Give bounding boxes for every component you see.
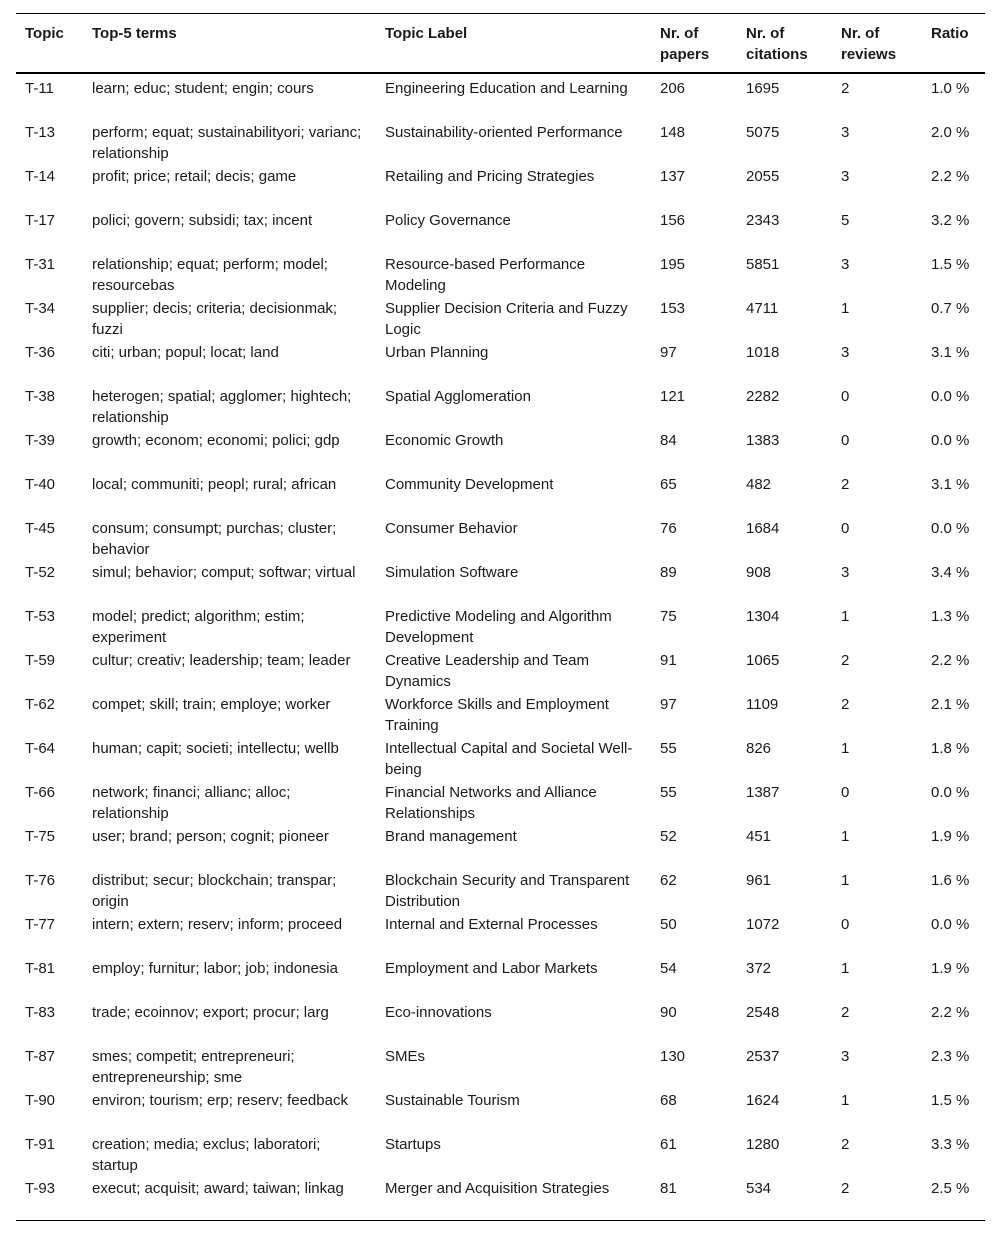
reviews-cell: 3 bbox=[841, 256, 850, 273]
papers-cell: 97 bbox=[660, 344, 677, 361]
topic-label-cell: Resource-based Performance Modeling bbox=[385, 256, 586, 294]
ratio-cell: 2.2 % bbox=[931, 168, 970, 185]
table-row bbox=[16, 1044, 985, 1088]
papers-cell: 55 bbox=[660, 740, 677, 757]
topic-cell: T-66 bbox=[25, 784, 56, 801]
topic-cell: T-91 bbox=[25, 1136, 56, 1153]
reviews-cell: 1 bbox=[841, 960, 850, 977]
papers-cell: 55 bbox=[660, 784, 677, 801]
table-row bbox=[16, 560, 985, 604]
terms-cell: human; capit; societi; intellectu; wellb bbox=[92, 740, 339, 757]
topic-label-cell: Consumer Behavior bbox=[385, 520, 518, 537]
terms-cell: polici; govern; subsidi; tax; incent bbox=[92, 212, 313, 229]
reviews-cell: 2 bbox=[841, 1136, 850, 1153]
ratio-cell: 0.0 % bbox=[931, 520, 970, 537]
reviews-cell: 1 bbox=[841, 300, 850, 317]
topic-label-cell: Economic Growth bbox=[385, 432, 504, 449]
topic-cell: T-13 bbox=[25, 124, 56, 141]
reviews-cell: 0 bbox=[841, 520, 850, 537]
table-row bbox=[16, 1132, 985, 1176]
citations-cell: 1624 bbox=[746, 1092, 780, 1109]
citations-cell: 961 bbox=[746, 872, 772, 889]
reviews-cell: 0 bbox=[841, 784, 850, 801]
terms-cell: citi; urban; popul; locat; land bbox=[92, 344, 279, 361]
topic-label-cell: Sustainable Tourism bbox=[385, 1092, 520, 1109]
ratio-cell: 3.2 % bbox=[931, 212, 970, 229]
topic-label-cell: Merger and Acquisition Strategies bbox=[385, 1180, 610, 1197]
topic-cell: T-52 bbox=[25, 564, 56, 581]
table-row bbox=[16, 868, 985, 912]
papers-cell: 50 bbox=[660, 916, 677, 933]
table-row bbox=[16, 252, 985, 296]
ratio-cell: 2.0 % bbox=[931, 124, 970, 141]
reviews-cell: 3 bbox=[841, 124, 850, 141]
citations-cell: 5851 bbox=[746, 256, 780, 273]
ratio-cell: 0.0 % bbox=[931, 784, 970, 801]
table-row bbox=[16, 604, 985, 648]
topic-cell: T-11 bbox=[25, 80, 54, 97]
ratio-cell: 0.0 % bbox=[931, 432, 970, 449]
table-row bbox=[16, 1000, 985, 1044]
reviews-cell: 3 bbox=[841, 344, 850, 361]
topic-label-cell: Employment and Labor Markets bbox=[385, 960, 598, 977]
terms-cell: trade; ecoinnov; export; procur; larg bbox=[92, 1004, 329, 1021]
topics-table-container bbox=[16, 13, 985, 1221]
citations-cell: 2282 bbox=[746, 388, 780, 405]
papers-cell: 89 bbox=[660, 564, 677, 581]
citations-cell: 826 bbox=[746, 740, 772, 757]
terms-cell: distribut; secur; blockchain; transpar; origin bbox=[92, 872, 337, 910]
table-header bbox=[16, 14, 985, 74]
table-row bbox=[16, 73, 985, 120]
terms-cell: learn; educ; student; engin; cours bbox=[92, 80, 314, 97]
topic-label-cell: Simulation Software bbox=[385, 564, 519, 581]
topics-table bbox=[16, 13, 985, 1221]
reviews-cell: 1 bbox=[841, 872, 850, 889]
citations-cell: 2055 bbox=[746, 168, 780, 185]
papers-cell: 84 bbox=[660, 432, 677, 449]
ratio-cell: 1.9 % bbox=[931, 828, 970, 845]
ratio-cell: 2.3 % bbox=[931, 1048, 970, 1065]
ratio-cell: 2.5 % bbox=[931, 1180, 970, 1197]
topic-label-cell: Urban Planning bbox=[385, 344, 489, 361]
topic-cell: T-31 bbox=[25, 256, 56, 273]
table-row bbox=[16, 824, 985, 868]
citations-cell: 1018 bbox=[746, 344, 780, 361]
table-row bbox=[16, 736, 985, 780]
header-nr-of-papers: Nr. of papers bbox=[660, 25, 710, 63]
terms-cell: smes; competit; entrepreneuri; entrepreneurship; sme bbox=[92, 1048, 295, 1086]
ratio-cell: 0.0 % bbox=[931, 916, 970, 933]
ratio-cell: 1.8 % bbox=[931, 740, 970, 757]
ratio-cell: 2.2 % bbox=[931, 652, 970, 669]
terms-cell: network; financi; allianc; alloc; relationship bbox=[92, 784, 291, 822]
topic-label-cell: Policy Governance bbox=[385, 212, 511, 229]
topic-cell: T-45 bbox=[25, 520, 56, 537]
papers-cell: 156 bbox=[660, 212, 686, 229]
citations-cell: 2343 bbox=[746, 212, 780, 229]
papers-cell: 81 bbox=[660, 1180, 677, 1197]
topic-cell: T-39 bbox=[25, 432, 56, 449]
citations-cell: 1684 bbox=[746, 520, 780, 537]
terms-cell: simul; behavior; comput; softwar; virtual bbox=[92, 564, 356, 581]
papers-cell: 91 bbox=[660, 652, 677, 669]
topic-cell: T-40 bbox=[25, 476, 56, 493]
citations-cell: 1109 bbox=[746, 696, 779, 713]
papers-cell: 65 bbox=[660, 476, 677, 493]
ratio-cell: 1.6 % bbox=[931, 872, 970, 889]
citations-cell: 908 bbox=[746, 564, 772, 581]
topic-label-cell: Blockchain Security and Transparent Distribution bbox=[385, 872, 630, 910]
reviews-cell: 3 bbox=[841, 168, 850, 185]
topic-label-cell: Sustainability-oriented Performance bbox=[385, 124, 623, 141]
terms-cell: compet; skill; train; employe; worker bbox=[92, 696, 331, 713]
terms-cell: creation; media; exclus; laboratori; startup bbox=[92, 1136, 321, 1174]
header-nr-of-reviews: Nr. of reviews bbox=[841, 25, 897, 63]
ratio-cell: 1.3 % bbox=[931, 608, 970, 625]
topic-label-cell: Predictive Modeling and Algorithm Development bbox=[385, 608, 612, 646]
reviews-cell: 0 bbox=[841, 388, 850, 405]
topic-label-cell: Workforce Skills and Employment Training bbox=[385, 696, 609, 734]
topic-label-cell: Creative Leadership and Team Dynamics bbox=[385, 652, 590, 690]
reviews-cell: 2 bbox=[841, 652, 850, 669]
ratio-cell: 2.1 % bbox=[931, 696, 970, 713]
table-row bbox=[16, 472, 985, 516]
table-row bbox=[16, 120, 985, 164]
table-row bbox=[16, 1176, 985, 1221]
terms-cell: model; predict; algorithm; estim; experiment bbox=[92, 608, 305, 646]
table-row bbox=[16, 384, 985, 428]
terms-cell: heterogen; spatial; agglomer; hightech; relationship bbox=[92, 388, 352, 426]
reviews-cell: 3 bbox=[841, 1048, 850, 1065]
header-nr-of-citations: Nr. of citations bbox=[746, 25, 808, 63]
topic-label-cell: Community Development bbox=[385, 476, 554, 493]
ratio-cell: 1.5 % bbox=[931, 1092, 970, 1109]
citations-cell: 2548 bbox=[746, 1004, 780, 1021]
citations-cell: 1383 bbox=[746, 432, 780, 449]
ratio-cell: 2.2 % bbox=[931, 1004, 970, 1021]
terms-cell: supplier; decis; criteria; decisionmak; fuzzi bbox=[92, 300, 338, 338]
terms-cell: consum; consumpt; purchas; cluster; behavior bbox=[92, 520, 337, 558]
papers-cell: 97 bbox=[660, 696, 677, 713]
ratio-cell: 3.1 % bbox=[931, 476, 970, 493]
reviews-cell: 2 bbox=[841, 696, 850, 713]
header-topic-label: Topic Label bbox=[385, 25, 468, 42]
topic-label-cell: Eco-innovations bbox=[385, 1004, 492, 1021]
table-body bbox=[16, 73, 985, 1221]
citations-cell: 1065 bbox=[746, 652, 780, 669]
topic-label-cell: Startups bbox=[385, 1136, 441, 1153]
citations-cell: 2537 bbox=[746, 1048, 780, 1065]
papers-cell: 148 bbox=[660, 124, 686, 141]
topic-label-cell: Spatial Agglomeration bbox=[385, 388, 531, 405]
citations-cell: 5075 bbox=[746, 124, 780, 141]
topic-cell: T-36 bbox=[25, 344, 56, 361]
table-row bbox=[16, 780, 985, 824]
ratio-cell: 3.3 % bbox=[931, 1136, 970, 1153]
papers-cell: 75 bbox=[660, 608, 677, 625]
terms-cell: perform; equat; sustainabilityori; varianc; relationship bbox=[92, 124, 362, 162]
topic-cell: T-77 bbox=[25, 916, 56, 933]
topic-cell: T-83 bbox=[25, 1004, 56, 1021]
citations-cell: 482 bbox=[746, 476, 772, 493]
topic-cell: T-62 bbox=[25, 696, 56, 713]
citations-cell: 1387 bbox=[746, 784, 780, 801]
reviews-cell: 2 bbox=[841, 476, 850, 493]
topic-label-cell: Internal and External Processes bbox=[385, 916, 598, 933]
terms-cell: employ; furnitur; labor; job; indonesia bbox=[92, 960, 338, 977]
topic-cell: T-34 bbox=[25, 300, 56, 317]
topic-cell: T-90 bbox=[25, 1092, 56, 1109]
citations-cell: 1695 bbox=[746, 80, 780, 97]
header-ratio: Ratio bbox=[931, 25, 969, 42]
topic-label-cell: SMEs bbox=[385, 1048, 426, 1065]
reviews-cell: 0 bbox=[841, 916, 850, 933]
papers-cell: 52 bbox=[660, 828, 677, 845]
citations-cell: 1072 bbox=[746, 916, 780, 933]
topic-cell: T-81 bbox=[25, 960, 56, 977]
topic-cell: T-75 bbox=[25, 828, 56, 845]
papers-cell: 90 bbox=[660, 1004, 677, 1021]
reviews-cell: 1 bbox=[841, 828, 850, 845]
header-topic: Topic bbox=[25, 25, 64, 42]
topic-label-cell: Supplier Decision Criteria and Fuzzy Logic bbox=[385, 300, 628, 338]
reviews-cell: 2 bbox=[841, 1180, 850, 1197]
table-row bbox=[16, 692, 985, 736]
papers-cell: 54 bbox=[660, 960, 677, 977]
papers-cell: 68 bbox=[660, 1092, 677, 1109]
topic-label-cell: Intellectual Capital and Societal Well-being bbox=[385, 740, 633, 778]
reviews-cell: 2 bbox=[841, 80, 850, 97]
papers-cell: 121 bbox=[660, 388, 686, 405]
topic-label-cell: Brand management bbox=[385, 828, 517, 845]
ratio-cell: 1.9 % bbox=[931, 960, 970, 977]
ratio-cell: 1.0 % bbox=[931, 80, 970, 97]
papers-cell: 130 bbox=[660, 1048, 686, 1065]
topic-label-cell: Engineering Education and Learning bbox=[385, 80, 628, 97]
reviews-cell: 1 bbox=[841, 1092, 850, 1109]
reviews-cell: 1 bbox=[841, 608, 850, 625]
terms-cell: intern; extern; reserv; inform; proceed bbox=[92, 916, 343, 933]
topic-cell: T-59 bbox=[25, 652, 56, 669]
ratio-cell: 3.4 % bbox=[931, 564, 970, 581]
topic-cell: T-14 bbox=[25, 168, 56, 185]
papers-cell: 195 bbox=[660, 256, 686, 273]
topic-cell: T-64 bbox=[25, 740, 56, 757]
table-row bbox=[16, 296, 985, 340]
table-row bbox=[16, 1088, 985, 1132]
terms-cell: environ; tourism; erp; reserv; feedback bbox=[92, 1092, 348, 1109]
papers-cell: 206 bbox=[660, 80, 686, 97]
header-row bbox=[16, 14, 985, 74]
citations-cell: 372 bbox=[746, 960, 772, 977]
topic-cell: T-17 bbox=[25, 212, 56, 229]
table-row bbox=[16, 516, 985, 560]
ratio-cell: 3.1 % bbox=[931, 344, 970, 361]
papers-cell: 61 bbox=[660, 1136, 677, 1153]
citations-cell: 4711 bbox=[746, 300, 779, 317]
ratio-cell: 0.7 % bbox=[931, 300, 970, 317]
terms-cell: user; brand; person; cognit; pioneer bbox=[92, 828, 329, 845]
terms-cell: local; communiti; peopl; rural; african bbox=[92, 476, 337, 493]
papers-cell: 62 bbox=[660, 872, 677, 889]
table-row bbox=[16, 164, 985, 208]
topic-cell: T-93 bbox=[25, 1180, 56, 1197]
terms-cell: growth; econom; economi; polici; gdp bbox=[92, 432, 340, 449]
table-row bbox=[16, 912, 985, 956]
papers-cell: 137 bbox=[660, 168, 686, 185]
citations-cell: 1304 bbox=[746, 608, 780, 625]
papers-cell: 76 bbox=[660, 520, 677, 537]
topic-label-cell: Financial Networks and Alliance Relationships bbox=[385, 784, 597, 822]
topic-label-cell: Retailing and Pricing Strategies bbox=[385, 168, 595, 185]
reviews-cell: 1 bbox=[841, 740, 850, 757]
terms-cell: profit; price; retail; decis; game bbox=[92, 168, 297, 185]
citations-cell: 451 bbox=[746, 828, 772, 845]
terms-cell: execut; acquisit; award; taiwan; linkag bbox=[92, 1180, 344, 1197]
terms-cell: relationship; equat; perform; model; resourcebas bbox=[92, 256, 328, 294]
papers-cell: 153 bbox=[660, 300, 686, 317]
topic-cell: T-38 bbox=[25, 388, 56, 405]
topic-cell: T-76 bbox=[25, 872, 56, 889]
table-row bbox=[16, 340, 985, 384]
reviews-cell: 3 bbox=[841, 564, 850, 581]
topic-cell: T-53 bbox=[25, 608, 56, 625]
topic-cell: T-87 bbox=[25, 1048, 56, 1065]
citations-cell: 1280 bbox=[746, 1136, 780, 1153]
terms-cell: cultur; creativ; leadership; team; leader bbox=[92, 652, 351, 669]
table-row bbox=[16, 208, 985, 252]
reviews-cell: 2 bbox=[841, 1004, 850, 1021]
header-top-5-terms: Top-5 terms bbox=[92, 25, 177, 42]
table-row bbox=[16, 956, 985, 1000]
table-row bbox=[16, 428, 985, 472]
table-row bbox=[16, 648, 985, 692]
ratio-cell: 1.5 % bbox=[931, 256, 970, 273]
reviews-cell: 0 bbox=[841, 432, 850, 449]
citations-cell: 534 bbox=[746, 1180, 772, 1197]
reviews-cell: 5 bbox=[841, 212, 850, 229]
ratio-cell: 0.0 % bbox=[931, 388, 970, 405]
